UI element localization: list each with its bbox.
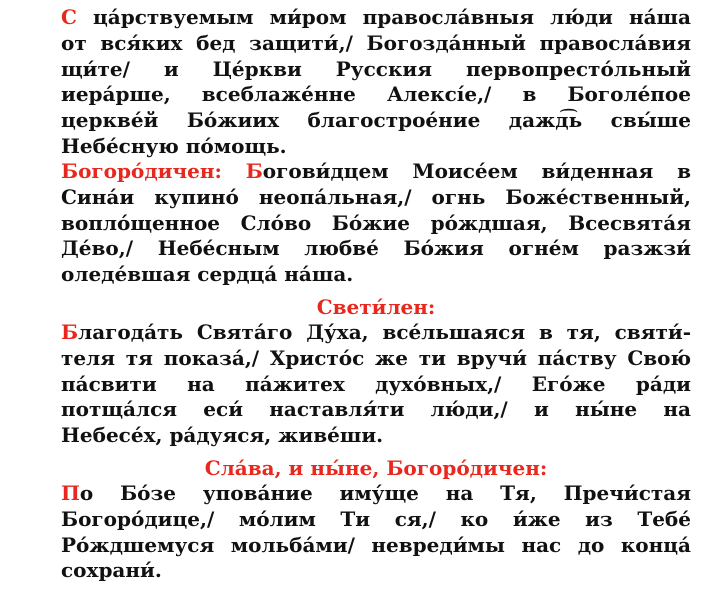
svetilen-line-3: па́свити на па́житех духо́вных,/ Его́же ра́ди	[61, 371, 691, 396]
troparion-line-5: церкве́й Бо́жиих благострое́ние дажд͡ь свы́ше	[61, 108, 691, 132]
troparion-line-4: иера́рше, всеблаже́нне Алексі́е,/ в Боголе́пое	[61, 82, 691, 107]
slava-line-3: Ро́ждшемуся мольба́ми/ невреди́мы нас до конца́	[61, 532, 691, 557]
svetilen-heading: Свети́лен:	[316, 294, 436, 319]
svetilen-line-1: Благода́ть Свята́го Ду́ха, все́льшаяся в тя, святи́-	[61, 320, 691, 345]
slava-line-1: По Бо́зе упова́ние иму́ще на Тя, Пречи́стая	[61, 481, 691, 506]
troparion-line-1: С ца́рствуемым ми́ром правосла́вныя лю́ди на́ша	[61, 5, 691, 30]
svetilen-initial: Б	[61, 320, 79, 345]
slava-line-2: Богоро́дице,/ мо́лим Ти ся,/ ко и́же из Тебе́	[61, 507, 691, 532]
troparion-line-3: щи́те/ и Це́ркви Русския первопресто́льный	[61, 56, 691, 81]
theotokion-line-4: Де́во,/ Небе́сным любве́ Бо́жия огне́м разжзи́	[61, 236, 691, 261]
svetilen-line-4: потща́лся еси́ наставля́ти лю́ди,/ и ны́не на	[61, 397, 691, 422]
theotokion-line-3: вопло́щенное Сло́во Бо́жие ро́ждшая, Всесвята́я	[61, 210, 691, 235]
slava-line-4: сохрани́.	[61, 558, 162, 583]
theotokion-line-1: Богоро́дичен: Богови́дцем Моисе́ем ви́денная в	[61, 159, 691, 184]
svetilen-line-5: Небесе́х, ра́дуяся, живе́ши.	[61, 422, 384, 447]
slava-initial: П	[61, 481, 80, 506]
troparion-line-6: Небе́сную по́мощь.	[61, 133, 287, 158]
theotokion-line-5: оледе́вшая сердца́ на́ша.	[61, 261, 354, 286]
slava-heading: Сла́ва, и ны́не, Богоро́дичен:	[204, 455, 548, 480]
troparion-line-2: от вся́ких бед защити́,/ Богозда́нный правосла́вия	[61, 31, 691, 56]
svetilen-line-2: теля тя показа́,/ Христо́с же ти вручи́ па́ству Свою́	[61, 346, 691, 370]
theotokion-label: Богоро́дичен:	[61, 159, 222, 184]
troparion-initial: С	[61, 5, 77, 30]
theotokion-initial: Б	[245, 159, 263, 184]
theotokion-line-2: Сина́и купино́ неопа́льная,/ огнь Боже́ственный,	[61, 184, 691, 209]
